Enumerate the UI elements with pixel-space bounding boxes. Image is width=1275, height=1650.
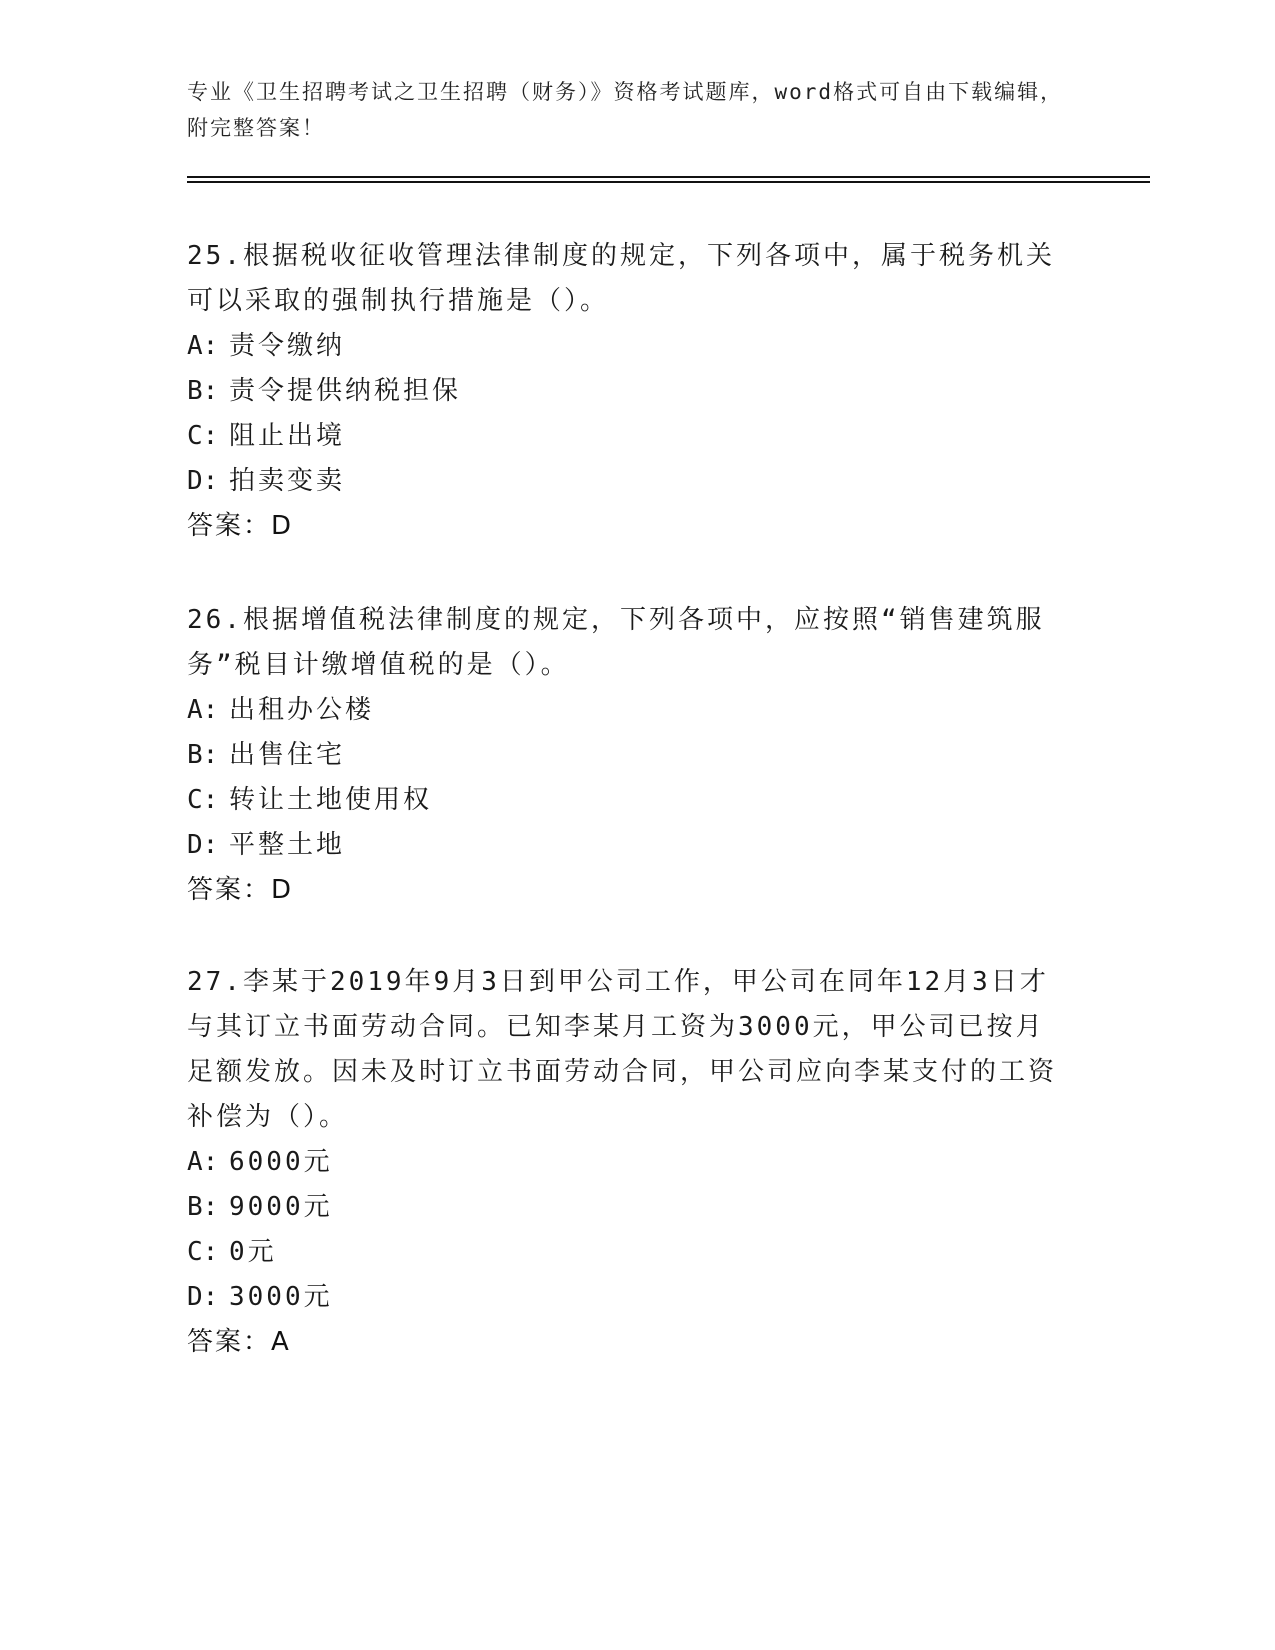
option-a [187,1140,1067,1185]
option-letter: D: [187,830,219,860]
option-a [187,688,1067,733]
question-25 [187,234,1067,549]
option-list [187,1140,1067,1320]
option-text: 0元 [229,1237,277,1267]
option-text: 阻止出境 [229,421,346,451]
option-letter: D: [187,1282,219,1312]
option-d [187,1275,1067,1320]
option-text: 责令提供纳税担保 [229,376,462,406]
option-letter: C: [187,1237,219,1267]
option-text: 责令缴纳 [229,331,346,361]
question-stem: 27.李某于2019年9月3日到甲公司工作，甲公司在同年12月3日才与其订立书面劳动合同。已知李某月工资为3000元，甲公司已按月足额发放。因未及时订立书面劳动合同，甲公司应向李某支付的工资补偿为（）。 [187,967,1058,1132]
option-b [187,733,1067,778]
option-text: 9000元 [229,1192,333,1222]
option-text: 拍卖变卖 [229,466,346,496]
answer-line: 答案：D [187,511,294,541]
question-stem: 26.根据增值税法律制度的规定，下列各项中，应按照“销售建筑服务”税目计缴增值税的是（）。 [187,605,1045,680]
option-list [187,324,1067,504]
option-text: 3000元 [229,1282,333,1312]
option-d [187,823,1067,868]
question-stem: 25.根据税收征收管理法律制度的规定，下列各项中，属于税务机关可以采取的强制执行措施是（）。 [187,241,1055,316]
option-b [187,1185,1067,1230]
option-b [187,369,1067,414]
option-text: 出售住宅 [229,740,346,770]
option-list [187,688,1067,868]
option-d [187,459,1067,504]
document-header: 专业《卫生招聘考试之卫生招聘（财务）》资格考试题库，word格式可自由下载编辑，附完整答案！ [187,80,1064,140]
option-letter: A: [187,331,219,361]
question-27 [187,960,1067,1365]
option-letter: C: [187,785,219,815]
header-divider-top [187,176,1150,178]
option-letter: C: [187,421,219,451]
header-divider-bottom [187,181,1150,183]
option-letter: B: [187,740,219,770]
option-c [187,1230,1067,1275]
answer-line: 答案：D [187,875,294,905]
option-letter: D: [187,466,219,496]
option-text: 转让土地使用权 [229,785,433,815]
option-c [187,414,1067,459]
answer-line: 答案：A [187,1327,291,1357]
option-text: 出租办公楼 [229,695,375,725]
question-26 [187,598,1067,913]
option-letter: A: [187,695,219,725]
option-letter: A: [187,1147,219,1177]
option-c [187,778,1067,823]
option-text: 平整土地 [229,830,346,860]
option-text: 6000元 [229,1147,333,1177]
option-letter: B: [187,376,219,406]
option-a [187,324,1067,369]
option-letter: B: [187,1192,219,1222]
